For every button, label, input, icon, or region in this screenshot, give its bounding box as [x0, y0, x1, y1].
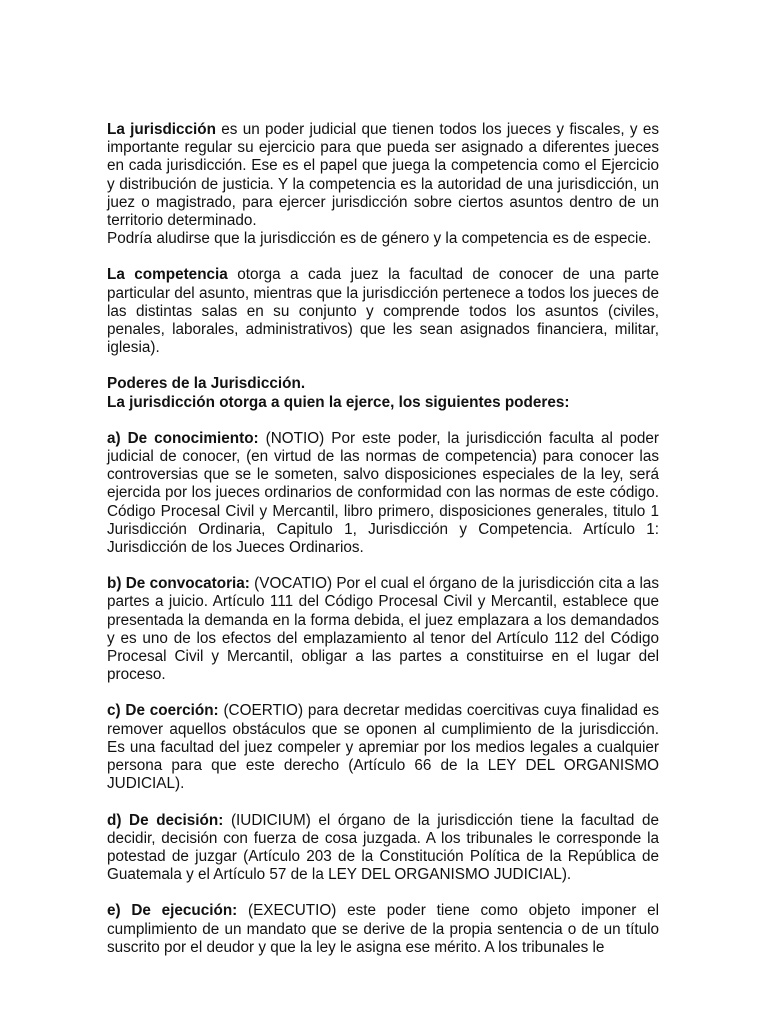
item-text: (IUDICIUM) el órgano de la jurisdicción tiene la facultad de decidir, decisión con fuerza de cosa juzgada. A los tribunales le corresponde la potestad de juzgar (Artículo 203 de la Constitución Política de la República de Guatemala y el Artículo 57 de la LEY DEL ORGANISMO JUDICIAL).: [107, 811, 660, 884]
competencia-paragraph: [107, 266, 659, 357]
item-label: b) De convocatoria:: [107, 575, 250, 593]
intro-text: es un poder judicial que tienen todos los jueces y fiscales, y es importante regular su ejercicio para que pueda ser asignado a diferentes jueces en cada jurisdicción. Ese es el papel que juega la competencia como el Ejercicio y distribución de justicia. Y la competencia es la autoridad de una jurisdicción, un juez o magistrado, para ejercer jurisdicción sobre ciertos asuntos dentro de un territorio determinado.: [107, 121, 659, 230]
intro-paragraph: [107, 121, 659, 230]
poderes-subtitle: La jurisdicción otorga a quien la ejerce, los siguientes poderes:: [107, 393, 570, 411]
item-text: (EXECUTIO) este poder tiene como objeto imponer el cumplimiento de un mandato que se derive de la propia sentencia o de un título suscrito por el deudor y que la ley le asigna ese mérito. A los tribunales le: [107, 902, 659, 956]
poderes-title: Poderes de la Jurisdicción.: [107, 375, 306, 393]
competencia-text: otorga a cada juez la facultad de conocer de una parte particular del asunto, mientras que la jurisdicción pertenece a todos los jueces de las distintas salas en su conjunto y comprende todos los asuntos (civiles, penales, laborales, administrativos) que les sean asignados financiera, militar, iglesia).: [107, 266, 660, 357]
item-label: d) De decisión:: [107, 811, 224, 829]
item-decision: [107, 812, 659, 885]
competencia-term: La competencia: [107, 266, 228, 284]
item-ejecucion: [107, 902, 659, 957]
item-text: (COERTIO) para decretar medidas coercitivas cuya finalidad es remover aquellos obstáculos que se oponen al cumplimiento de la jurisdicción. Es una facultad del juez compeler y apremiar por los medios legales a cualquier persona para que este derecho (Artículo 66 de la LEY DEL ORGANISMO JUDICIAL).: [107, 702, 659, 793]
item-coercion: [107, 702, 659, 793]
item-label: c) De coerción:: [107, 702, 219, 720]
document-page: [107, 121, 659, 957]
item-text: (NOTIO) Por este poder, la jurisdicción faculta al poder judicial de conocer, (en virtud de las normas de competencia) para conocer las controversias que se le someten, salvo disposiciones especiales de la ley, será ejercida por los jueces ordinarios de conformidad con las normas de este código. Código Procesal Civil y Mercantil, libro primero, disposiciones generales, titulo 1 Jurisdicción Ordinaria, Capitulo 1, Jurisdicción y Competencia. Artículo 1: Jurisdicción de los Jueces Ordinarios.: [107, 429, 660, 557]
item-conocimiento: [107, 430, 659, 557]
item-convocatoria: [107, 575, 659, 684]
intro-term: La jurisdicción: [107, 121, 216, 138]
intro-line2: Podría aludirse que la jurisdicción es de género y la competencia es de especie.: [107, 230, 652, 248]
item-label: e) De ejecución:: [107, 902, 238, 920]
item-text: (VOCATIO) Por el cual el órgano de la jurisdicción cita a las partes a juicio. Artículo 111 del Código Procesal Civil y Mercantil, establece que presentada la demanda en la forma debida, el juez emplazara a los demandados y es uno de los efectos del emplazamiento al tenor del Artículo 112 del Código Procesal Civil y Mercantil, obligar a las partes a constituirse en el lugar del proceso.: [107, 575, 659, 684]
item-label: a) De conocimiento:: [107, 429, 259, 447]
